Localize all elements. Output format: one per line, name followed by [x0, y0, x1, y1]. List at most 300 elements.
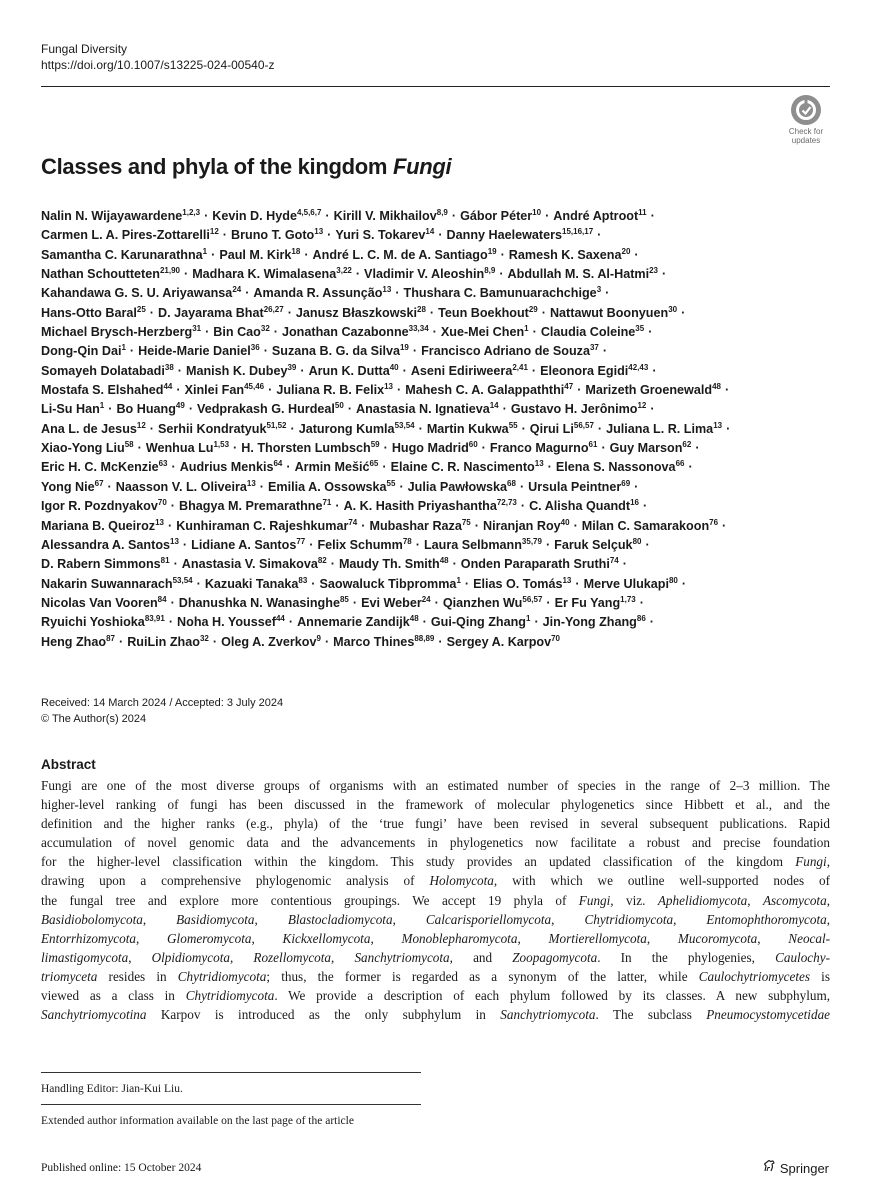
- author-separator: ·: [149, 421, 154, 436]
- abstract-italic-term: Chytridiomycota: [177, 968, 267, 984]
- author-fullname: Heng Zhao: [41, 634, 107, 649]
- author-name[interactable]: [158, 306, 284, 320]
- author-name[interactable]: [460, 209, 541, 223]
- author-name[interactable]: [438, 306, 538, 320]
- abstract-line: [41, 871, 830, 890]
- author-separator: ·: [541, 305, 546, 320]
- author-name[interactable]: [528, 480, 630, 494]
- author-name[interactable]: [41, 364, 174, 378]
- author-name[interactable]: [404, 286, 602, 300]
- author-affiliation: 64: [273, 459, 283, 469]
- author-fullname: Nattawut Boonyuen: [549, 305, 669, 320]
- author-separator: ·: [361, 518, 366, 533]
- author-name[interactable]: [176, 519, 357, 533]
- author-affiliation: 3: [596, 285, 602, 295]
- author-affiliation: 13: [384, 382, 393, 392]
- author-name[interactable]: [253, 286, 391, 300]
- author-name[interactable]: [282, 325, 429, 339]
- author-name[interactable]: [41, 209, 200, 223]
- author-fullname: Jonathan Cazabonne: [281, 325, 409, 340]
- author-separator: ·: [182, 537, 188, 552]
- abstract-italic-term: triomyceta: [41, 968, 98, 984]
- author-affiliation: 49: [175, 401, 185, 411]
- abstract-italic-term: Rozellomycota: [253, 949, 332, 965]
- author-name[interactable]: [177, 615, 285, 629]
- author-separator: ·: [287, 305, 292, 320]
- author-name[interactable]: [41, 577, 193, 591]
- author-name[interactable]: [391, 460, 544, 474]
- author-separator: ·: [546, 595, 551, 610]
- author-separator: ·: [521, 421, 526, 436]
- author-separator: ·: [327, 228, 332, 243]
- author-name[interactable]: [344, 499, 517, 513]
- doi-link[interactable]: https://doi.org/10.1007/s13225-024-00540-z: [41, 58, 275, 72]
- author-name[interactable]: [556, 460, 685, 474]
- author-name[interactable]: [441, 325, 529, 339]
- abstract-text: ,: [229, 949, 254, 965]
- author-separator: ·: [412, 344, 418, 359]
- author-list: [41, 207, 841, 652]
- author-name[interactable]: [411, 364, 528, 378]
- author-fullname: Nathan Schoutteten: [41, 267, 160, 282]
- abstract-line: [41, 814, 830, 833]
- abstract-line: [41, 929, 830, 948]
- author-separator: ·: [520, 499, 526, 514]
- author-name[interactable]: [424, 538, 542, 552]
- author-fullname: Abdullah M. S. Al-Hatmi: [507, 267, 650, 282]
- author-name[interactable]: [483, 519, 570, 533]
- author-separator: ·: [681, 576, 687, 591]
- author-fullname: Ursula Peintner: [528, 479, 622, 494]
- author-name[interactable]: [276, 383, 393, 397]
- author-affiliation: 87: [106, 633, 115, 643]
- abstract-italic-term: Mucoromycota: [677, 930, 758, 946]
- abstract-italic-term: Caulochytriomycetes: [698, 968, 811, 984]
- author-fullname: Qirui Li: [529, 421, 574, 436]
- author-name[interactable]: [186, 364, 296, 378]
- author-separator: ·: [183, 267, 189, 282]
- abstract-heading: Abstract: [41, 757, 96, 772]
- author-fullname: Kirill V. Mikhailov: [333, 209, 437, 223]
- author-separator: ·: [399, 479, 404, 494]
- author-name[interactable]: [272, 344, 409, 358]
- author-fullname: Heide-Marie Daniel: [138, 344, 251, 359]
- author-name[interactable]: [541, 325, 644, 339]
- author-affiliation: 25: [136, 304, 146, 314]
- abstract-italic-term: Aphelidiomycota: [657, 892, 748, 908]
- author-affiliation: 13: [170, 536, 179, 546]
- author-fullname: Martin Kukwa: [426, 421, 509, 436]
- author-name[interactable]: [427, 422, 518, 436]
- author-name[interactable]: [490, 441, 598, 455]
- abstract-text: ,: [517, 930, 549, 946]
- author-line: [41, 536, 841, 555]
- publisher-name: Springer: [779, 1160, 829, 1176]
- author-separator: ·: [324, 634, 330, 649]
- author-fullname: Oleg A. Zverkov: [221, 634, 317, 649]
- author-name[interactable]: [553, 209, 646, 223]
- author-fullname: André L. C. M. de A. Santiago: [312, 247, 488, 262]
- author-separator: ·: [347, 402, 353, 417]
- author-affiliation: 35,79: [521, 536, 542, 546]
- author-separator: ·: [168, 615, 174, 630]
- author-separator: ·: [681, 305, 686, 320]
- author-affiliation: 11: [638, 208, 647, 217]
- author-name[interactable]: [192, 267, 352, 281]
- author-name[interactable]: [41, 519, 164, 533]
- author-fullname: Elaine C. R. Nascimento: [390, 460, 535, 475]
- author-name[interactable]: [221, 635, 321, 649]
- author-fullname: Jaturong Kumla: [298, 421, 395, 436]
- abstract-italic-term: Caulochy-: [775, 949, 830, 965]
- author-fullname: Saowaluck Tibpromma: [319, 576, 457, 591]
- author-separator: ·: [211, 247, 216, 262]
- abstract-italic-term: Basidiobolomycota: [41, 911, 143, 927]
- author-affiliation: 69: [621, 478, 631, 488]
- author-name[interactable]: [127, 635, 209, 649]
- author-fullname: Manish K. Dubey: [185, 363, 288, 378]
- extended-author-info: Extended author information available on the last page of the article: [41, 1115, 354, 1127]
- author-name[interactable]: [41, 344, 126, 358]
- author-fullname: Nakarin Suwannarach: [41, 576, 173, 591]
- author-line: [41, 458, 841, 477]
- abstract-italic-term: Zoopagomycota: [512, 949, 598, 965]
- author-fullname: Gui-Qing Zhang: [430, 615, 526, 630]
- author-name[interactable]: [582, 519, 718, 533]
- author-name[interactable]: [295, 460, 379, 474]
- author-name[interactable]: [554, 538, 641, 552]
- author-separator: ·: [499, 267, 504, 282]
- abstract-text: the fungal tree and explore more contentious groupings. We accept 19 phyla of: [41, 892, 579, 908]
- author-line: [41, 246, 841, 265]
- author-name[interactable]: [313, 248, 497, 262]
- author-name[interactable]: [296, 306, 426, 320]
- author-name[interactable]: [41, 325, 201, 339]
- author-name[interactable]: [182, 557, 327, 571]
- author-name[interactable]: [268, 480, 395, 494]
- author-name[interactable]: [158, 422, 287, 436]
- author-name[interactable]: [555, 596, 636, 610]
- author-fullname: Vedprakash G. Hurdeal: [197, 402, 335, 417]
- author-fullname: Bin Cao: [213, 325, 261, 340]
- author-name[interactable]: [241, 441, 379, 455]
- author-name[interactable]: [540, 364, 648, 378]
- author-name[interactable]: [299, 422, 415, 436]
- author-separator: ·: [597, 228, 602, 243]
- author-name[interactable]: [41, 383, 172, 397]
- author-affiliation: 2,41: [512, 362, 528, 372]
- published-date: Published online: 15 October 2024: [41, 1162, 202, 1174]
- author-name[interactable]: [180, 460, 283, 474]
- author-affiliation: 48: [712, 382, 721, 392]
- author-affiliation: 31: [192, 324, 202, 334]
- author-affiliation: 86: [636, 614, 646, 624]
- author-name[interactable]: [41, 557, 170, 571]
- check-for-updates-badge[interactable]: [783, 95, 829, 145]
- author-separator: ·: [129, 344, 135, 359]
- author-affiliation: 83,91: [144, 614, 165, 624]
- author-separator: ·: [502, 402, 507, 417]
- author-fullname: Yong Nie: [41, 479, 95, 494]
- author-name[interactable]: [205, 577, 307, 591]
- author-affiliation: 85: [339, 594, 349, 604]
- copyright: © The Author(s) 2024: [41, 713, 147, 725]
- author-name[interactable]: [41, 635, 115, 649]
- author-fullname: Ramesh K. Saxena: [508, 247, 622, 262]
- author-name[interactable]: [41, 228, 219, 242]
- author-name[interactable]: [41, 286, 241, 300]
- author-name[interactable]: [334, 209, 448, 223]
- author-fullname: Kahandawa G. S. U. Ariyawansa: [41, 286, 233, 301]
- author-name[interactable]: [356, 402, 499, 416]
- author-affiliation: 35: [635, 324, 645, 334]
- author-fullname: Juliana R. B. Felix: [276, 383, 385, 398]
- author-separator: ·: [304, 247, 309, 262]
- author-fullname: Vladimir V. Aleoshin: [364, 267, 485, 282]
- abstract-text: . In the phylogenies,: [597, 949, 776, 965]
- author-name[interactable]: [610, 441, 692, 455]
- author-name[interactable]: [405, 383, 573, 397]
- author-affiliation: 14: [425, 227, 435, 237]
- author-fullname: Annemarie Zandijk: [297, 615, 410, 630]
- author-separator: ·: [605, 286, 610, 301]
- author-name[interactable]: [461, 557, 619, 571]
- author-affiliation: 50: [334, 401, 344, 411]
- author-name[interactable]: [197, 402, 344, 416]
- abstract-text: ,: [392, 911, 426, 927]
- author-affiliation: 37: [589, 343, 599, 353]
- author-name[interactable]: [529, 499, 639, 513]
- author-affiliation: 21,90: [159, 266, 180, 276]
- author-name[interactable]: [320, 577, 461, 591]
- author-affiliation: 38: [164, 362, 174, 372]
- author-affiliation: 39: [287, 362, 297, 372]
- author-fullname: Ana L. de Jesus: [41, 421, 137, 436]
- author-fullname: Dong-Qin Dai: [41, 344, 122, 359]
- author-name[interactable]: [421, 344, 599, 358]
- author-name[interactable]: [606, 422, 722, 436]
- author-fullname: Merve Ulukapi: [583, 576, 669, 591]
- author-affiliation: 1,73: [620, 594, 636, 604]
- author-fullname: Mostafa S. Elshahed: [41, 383, 164, 398]
- abstract-italic-term: Sanchytriomycota: [500, 1007, 596, 1023]
- badge-line1: Check for: [788, 127, 824, 136]
- author-fullname: D. Rabern Simmons: [41, 557, 161, 572]
- author-line: [41, 517, 841, 536]
- author-name[interactable]: [185, 383, 265, 397]
- author-name[interactable]: [116, 402, 184, 416]
- author-fullname: Elias O. Tomás: [473, 576, 563, 591]
- author-separator: ·: [196, 576, 201, 591]
- author-affiliation: 81: [160, 556, 170, 566]
- author-affiliation: 4,5,6,7: [296, 208, 322, 217]
- author-name[interactable]: [333, 635, 434, 649]
- author-fullname: Mariana B. Queiroz: [41, 518, 156, 533]
- author-fullname: Bo Huang: [116, 402, 176, 417]
- author-name[interactable]: [543, 615, 646, 629]
- author-name[interactable]: [179, 596, 349, 610]
- author-name[interactable]: [309, 364, 399, 378]
- abstract-line: [41, 948, 830, 967]
- abstract-italic-term: Entorrhizomycota: [41, 930, 136, 946]
- author-name[interactable]: [443, 596, 543, 610]
- author-separator: ·: [259, 479, 264, 494]
- author-name[interactable]: [530, 422, 594, 436]
- abstract-italic-term: Mortierellomycota: [548, 930, 647, 946]
- author-affiliation: 20: [621, 246, 631, 256]
- author-name[interactable]: [41, 306, 146, 320]
- author-fullname: H. Thorsten Lumbsch: [241, 441, 371, 456]
- author-name[interactable]: [447, 635, 560, 649]
- author-fullname: D. Jayarama Bhat: [157, 305, 264, 320]
- author-name[interactable]: [473, 577, 571, 591]
- author-separator: ·: [545, 209, 550, 223]
- author-separator: ·: [434, 595, 439, 610]
- abstract-italic-term: Blastocladiomycota: [287, 911, 393, 927]
- author-name[interactable]: [41, 248, 207, 262]
- author-separator: ·: [519, 479, 525, 494]
- author-name[interactable]: [179, 499, 331, 513]
- author-fullname: Guy Marson: [609, 441, 683, 456]
- author-separator: ·: [438, 634, 443, 649]
- author-separator: ·: [222, 228, 227, 243]
- author-affiliation: 88,89: [414, 633, 435, 643]
- author-line: [41, 207, 841, 226]
- author-name[interactable]: [584, 577, 678, 591]
- author-line: [41, 323, 841, 342]
- author-affiliation: 67: [94, 478, 104, 488]
- author-name[interactable]: [41, 538, 179, 552]
- author-name[interactable]: [41, 480, 104, 494]
- author-fullname: Marizeth Groenewald: [585, 383, 713, 398]
- author-separator: ·: [573, 518, 578, 533]
- author-name[interactable]: [508, 267, 658, 281]
- abstract-italic-term: Chytridiomycota: [584, 911, 674, 927]
- author-affiliation: 15,16,17: [562, 227, 594, 237]
- author-fullname: Paul M. Kirk: [219, 247, 292, 262]
- author-fullname: Nicolas Van Vooren: [41, 595, 158, 610]
- author-affiliation: 48: [439, 556, 449, 566]
- journal-header: [41, 41, 275, 73]
- author-fullname: Armin Mešić: [294, 460, 370, 475]
- author-name[interactable]: [41, 422, 146, 436]
- author-separator: ·: [233, 441, 238, 456]
- author-affiliation: 24: [421, 594, 431, 604]
- author-name[interactable]: [317, 538, 411, 552]
- author-fullname: Aseni Ediriweera: [410, 363, 513, 378]
- author-name[interactable]: [219, 248, 300, 262]
- author-name[interactable]: [41, 615, 165, 629]
- author-separator: ·: [634, 247, 639, 262]
- author-name[interactable]: [361, 596, 431, 610]
- author-line: [41, 226, 841, 245]
- abstract-line: [41, 1005, 830, 1024]
- author-separator: ·: [309, 537, 314, 552]
- author-fullname: Gustavo H. Jerônimo: [510, 402, 638, 417]
- author-affiliation: 76: [709, 517, 719, 527]
- author-name[interactable]: [41, 267, 180, 281]
- author-name[interactable]: [191, 538, 305, 552]
- author-name[interactable]: [41, 596, 167, 610]
- author-name[interactable]: [146, 441, 229, 455]
- author-name[interactable]: [213, 325, 269, 339]
- author-name[interactable]: [41, 499, 167, 513]
- author-separator: ·: [500, 247, 505, 262]
- abstract-italic-term: Entomophthoromycota: [706, 911, 827, 927]
- author-name[interactable]: [41, 402, 104, 416]
- author-affiliation: 78: [402, 536, 412, 546]
- author-separator: ·: [212, 634, 218, 649]
- author-separator: ·: [432, 325, 437, 340]
- author-affiliation: 1: [526, 614, 531, 624]
- author-separator: ·: [288, 615, 294, 630]
- author-separator: ·: [149, 305, 154, 320]
- author-name[interactable]: [369, 519, 470, 533]
- abstract-text: and: [452, 949, 513, 965]
- author-name[interactable]: [339, 557, 449, 571]
- author-name[interactable]: [116, 480, 256, 494]
- author-affiliation: 42,43: [628, 362, 649, 372]
- author-name[interactable]: [511, 402, 647, 416]
- author-name[interactable]: [431, 615, 531, 629]
- author-name[interactable]: [509, 248, 631, 262]
- author-fullname: André Aptroot: [553, 209, 639, 223]
- author-separator: ·: [335, 499, 340, 514]
- author-line: [41, 555, 841, 574]
- author-separator: ·: [474, 518, 479, 533]
- author-fullname: Qianzhen Wu: [442, 595, 523, 610]
- author-name[interactable]: [364, 267, 495, 281]
- check-for-updates-icon: [791, 95, 821, 125]
- author-name[interactable]: [41, 460, 167, 474]
- author-fullname: Xiao-Yong Liu: [41, 441, 125, 456]
- author-affiliation: 33,34: [408, 324, 429, 334]
- author-name[interactable]: [585, 383, 721, 397]
- abstract-text: ,: [331, 949, 355, 965]
- author-name[interactable]: [335, 228, 434, 242]
- abstract-line: [41, 776, 830, 795]
- author-name[interactable]: [41, 441, 134, 455]
- author-affiliation: 68: [507, 478, 516, 488]
- abstract-line: [41, 852, 830, 871]
- abstract-line: [41, 986, 830, 1005]
- author-separator: ·: [330, 557, 335, 572]
- author-affiliation: 74: [348, 517, 358, 527]
- author-name[interactable]: [392, 441, 478, 455]
- author-separator: ·: [648, 325, 653, 340]
- author-affiliation: 13: [713, 420, 723, 430]
- author-fullname: Amanda R. Assunção: [253, 286, 383, 301]
- publisher-logo[interactable]: [762, 1159, 829, 1178]
- author-name[interactable]: [297, 615, 419, 629]
- author-name[interactable]: [138, 344, 260, 358]
- author-name[interactable]: [447, 228, 594, 242]
- author-name[interactable]: [550, 306, 677, 320]
- author-name[interactable]: [212, 209, 321, 223]
- author-affiliation: 70: [551, 633, 560, 643]
- author-separator: ·: [534, 615, 539, 630]
- abstract-italic-term: Fungi,: [578, 892, 614, 908]
- author-fullname: Somayeh Dolatabadi: [41, 363, 165, 378]
- author-fullname: Michael Brysch-Herzberg: [41, 325, 193, 340]
- article-title: [41, 152, 451, 182]
- author-name[interactable]: [408, 480, 516, 494]
- article-dates: [41, 695, 283, 727]
- author-name[interactable]: [231, 228, 323, 242]
- abstract-italic-term: Monoblepharomycota: [401, 930, 518, 946]
- author-fullname: Juliana L. R. Lima: [606, 421, 714, 436]
- author-separator: ·: [397, 383, 402, 398]
